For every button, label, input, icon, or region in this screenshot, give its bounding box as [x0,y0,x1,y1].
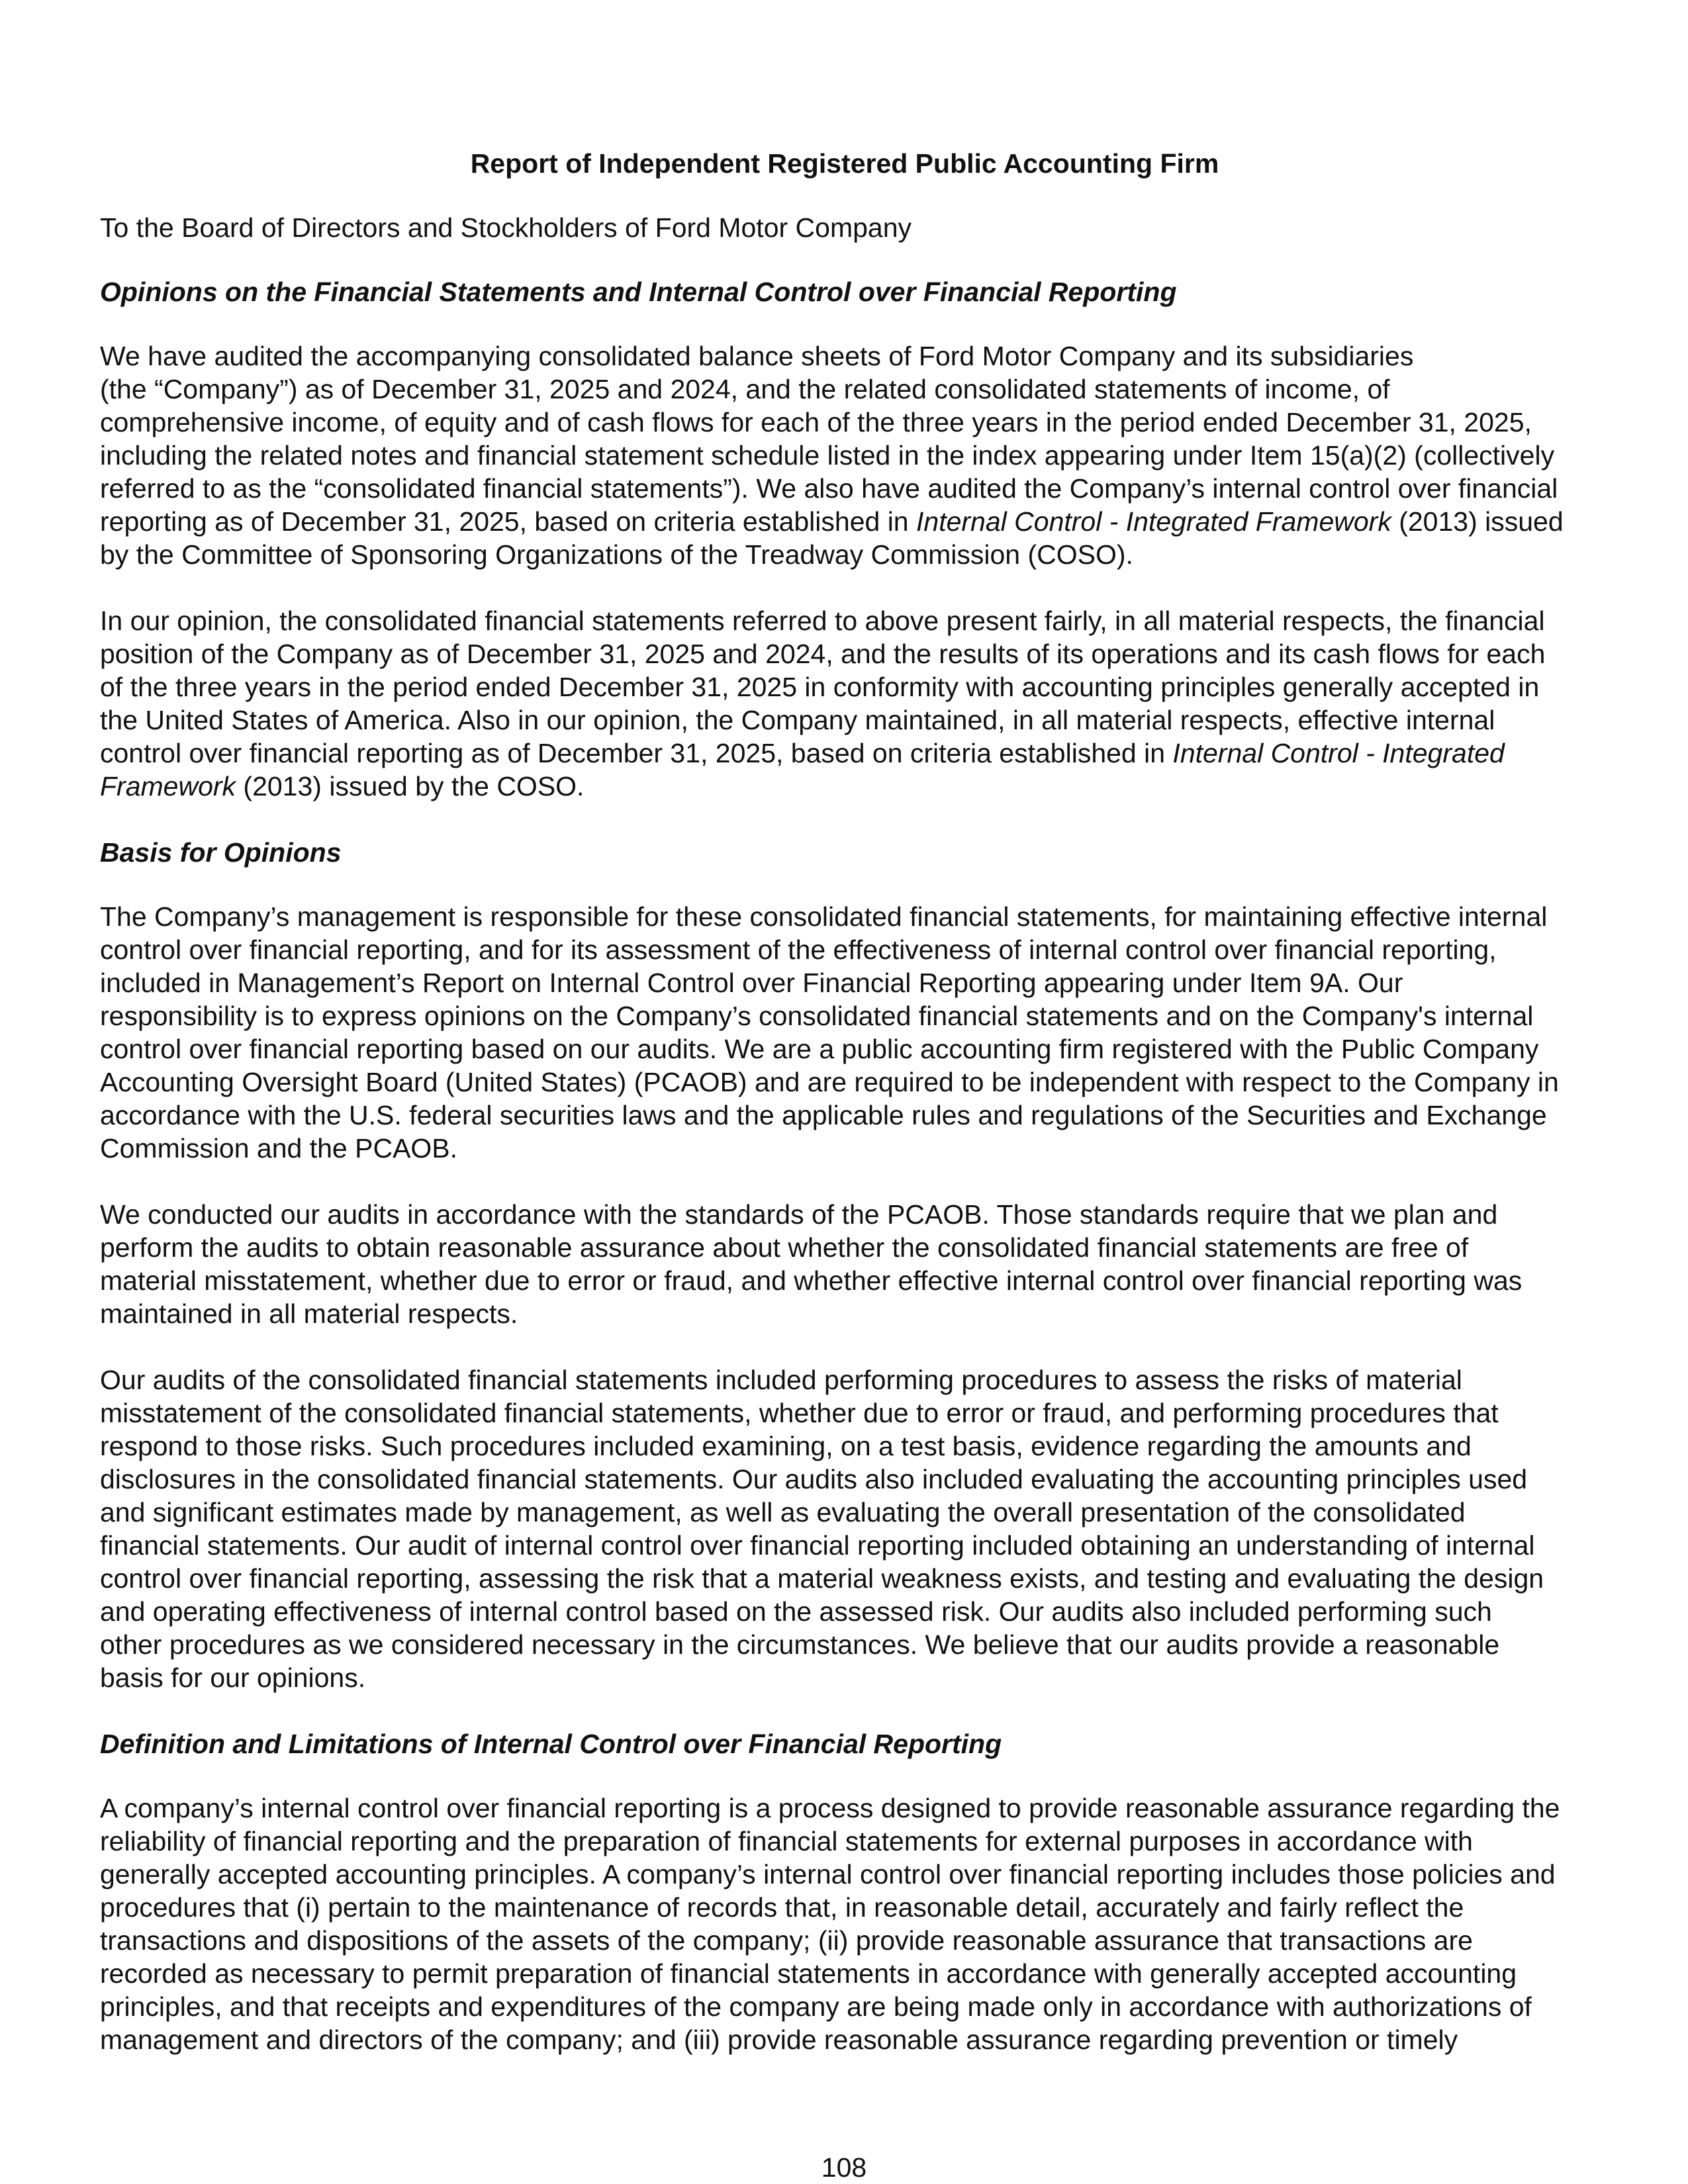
text-line: Commission and the PCAOB. [100,1133,458,1163]
text-line: The Company’s management is responsible for these consolidated financial statements, for maintaining effective internal [100,901,1548,932]
framework-title: Internal Control - Integrated [1172,738,1505,768]
text-line [100,770,1589,803]
text-line: recorded as necessary to permit preparation of financial statements in accordance with generally accepted accounting [100,1958,1517,1989]
text-line: (the “Company”) as of December 31, 2025 and 2024, and the related consolidated statements of income, of [100,374,1390,404]
text-line: maintained in all material respects. [100,1298,518,1329]
text-line: including the related notes and financial statement schedule listed in the index appearing under Item 15(a)(2) (collectively [100,440,1555,471]
text-line: control over financial reporting, and for its assessment of the effectiveness of internal control over financial reporting, [100,934,1497,965]
text-line: basis for our opinions. [100,1662,366,1693]
text-run: reporting as of December 31, 2025, based on criteria established in [100,506,917,537]
text-line: A company’s internal control over financial reporting is a process designed to provide reasonable assurance regarding the [100,1793,1560,1823]
text-line: transactions and dispositions of the assets of the company; (ii) provide reasonable assurance that transactions are [100,1925,1473,1956]
text-run: control over financial reporting as of December 31, 2025, based on criteria established in [100,738,1173,768]
heading-basis: Basis for Opinions [100,837,342,868]
text-line: reliability of financial reporting and the preparation of financial statements for external purposes in accordance with [100,1826,1473,1856]
text-line: by the Committee of Sponsoring Organizations of the Treadway Commission (COSO). [100,539,1133,570]
text-line [100,505,1589,538]
text-run: (2013) issued [1391,506,1564,537]
text-line: comprehensive income, of equity and of cash flows for each of the three years in the period ended December 31, 2025, [100,407,1532,437]
page-number: 108 [821,2152,867,2183]
text-line: material misstatement, whether due to error or fraud, and whether effective internal control over financial reporting was [100,1265,1523,1296]
paragraph-basis-standards [100,1198,1589,1330]
text-line: accordance with the U.S. federal securities laws and the applicable rules and regulations of the Securities and Exchange [100,1100,1547,1130]
framework-title: Internal Control - Integrated Framework [916,506,1391,537]
text-line: procedures that (i) pertain to the maintenance of records that, in reasonable detail, accurately and fairly reflect the [100,1892,1464,1923]
text-line: We have audited the accompanying consolidated balance sheets of Ford Motor Company and its subsidiaries [100,341,1414,371]
text-line: respond to those risks. Such procedures included examining, on a test basis, evidence regarding the amounts and [100,1431,1472,1461]
heading-opinions: Opinions on the Financial Statements and Internal Control over Financial Reporting [100,277,1177,307]
report-addressee: To the Board of Directors and Stockholders of Ford Motor Company [100,212,912,243]
text-line: disclosures in the consolidated financial statements. Our audits also included evaluating the accounting principles used [100,1464,1528,1494]
text-line: and significant estimates made by management, as well as evaluating the overall presentation of the consolidated [100,1497,1466,1527]
report-page [100,147,1589,2089]
paragraph-basis-procedures [100,1363,1589,1694]
text-line: the United States of America. Also in our opinion, the Company maintained, in all material respects, effective internal [100,705,1495,735]
paragraph-opinions-audit [100,340,1589,571]
text-line: misstatement of the consolidated financial statements, whether due to error or fraud, and performing procedures that [100,1398,1499,1428]
paragraph-basis-responsibility [100,900,1589,1165]
text-line: management and directors of the company; and (iii) provide reasonable assurance regarding prevention or timely [100,2025,1458,2055]
text-line: financial statements. Our audit of internal control over financial reporting included obtaining an understanding of internal [100,1530,1535,1561]
report-title: Report of Independent Registered Public Accounting Firm [470,148,1219,179]
text-line: position of the Company as of December 31, 2025 and 2024, and the results of its operations and its cash flows for each [100,639,1546,669]
heading-definition: Definition and Limitations of Internal Control over Financial Reporting [100,1729,1002,1759]
text-line: We conducted our audits in accordance with the standards of the PCAOB. Those standards require that we plan and [100,1199,1498,1230]
text-line: control over financial reporting, assessing the risk that a material weakness exists, and testing and evaluating the design [100,1563,1544,1594]
text-line: control over financial reporting based on our audits. We are a public accounting firm registered with the Public Company [100,1034,1539,1064]
text-line: of the three years in the period ended December 31, 2025 in conformity with accounting principles generally accepted in [100,672,1540,702]
text-line: principles, and that receipts and expenditures of the company are being made only in accordance with authorizations of [100,1991,1532,2022]
paragraph-definition [100,1792,1589,2056]
framework-title: Framework [100,771,236,801]
text-run: (2013) issued by the COSO. [236,771,585,801]
text-line: other procedures as we considered necessary in the circumstances. We believe that our audits provide a reasonable [100,1629,1500,1660]
text-line: generally accepted accounting principles. A company’s internal control over financial reporting includes those policies and [100,1859,1556,1889]
text-line: and operating effectiveness of internal control based on the assessed risk. Our audits also included performing such [100,1596,1492,1627]
text-line: Accounting Oversight Board (United States) (PCAOB) and are required to be independent with respect to the Company in [100,1067,1559,1097]
text-line: responsibility is to express opinions on the Company’s consolidated financial statements and on the Company's internal [100,1001,1534,1031]
text-line: included in Management’s Report on Internal Control over Financial Reporting appearing under Item 9A. Our [100,968,1403,998]
text-line: referred to as the “consolidated financial statements”). We also have audited the Company’s internal control over financial [100,473,1558,504]
text-line: perform the audits to obtain reasonable assurance about whether the consolidated financial statements are free of [100,1232,1469,1263]
text-line [100,737,1589,770]
paragraph-opinions-opinion [100,604,1589,803]
text-line: In our opinion, the consolidated financial statements referred to above present fairly, in all material respects, the financial [100,606,1545,636]
text-line: Our audits of the consolidated financial statements included performing procedures to assess the risks of material [100,1365,1462,1395]
